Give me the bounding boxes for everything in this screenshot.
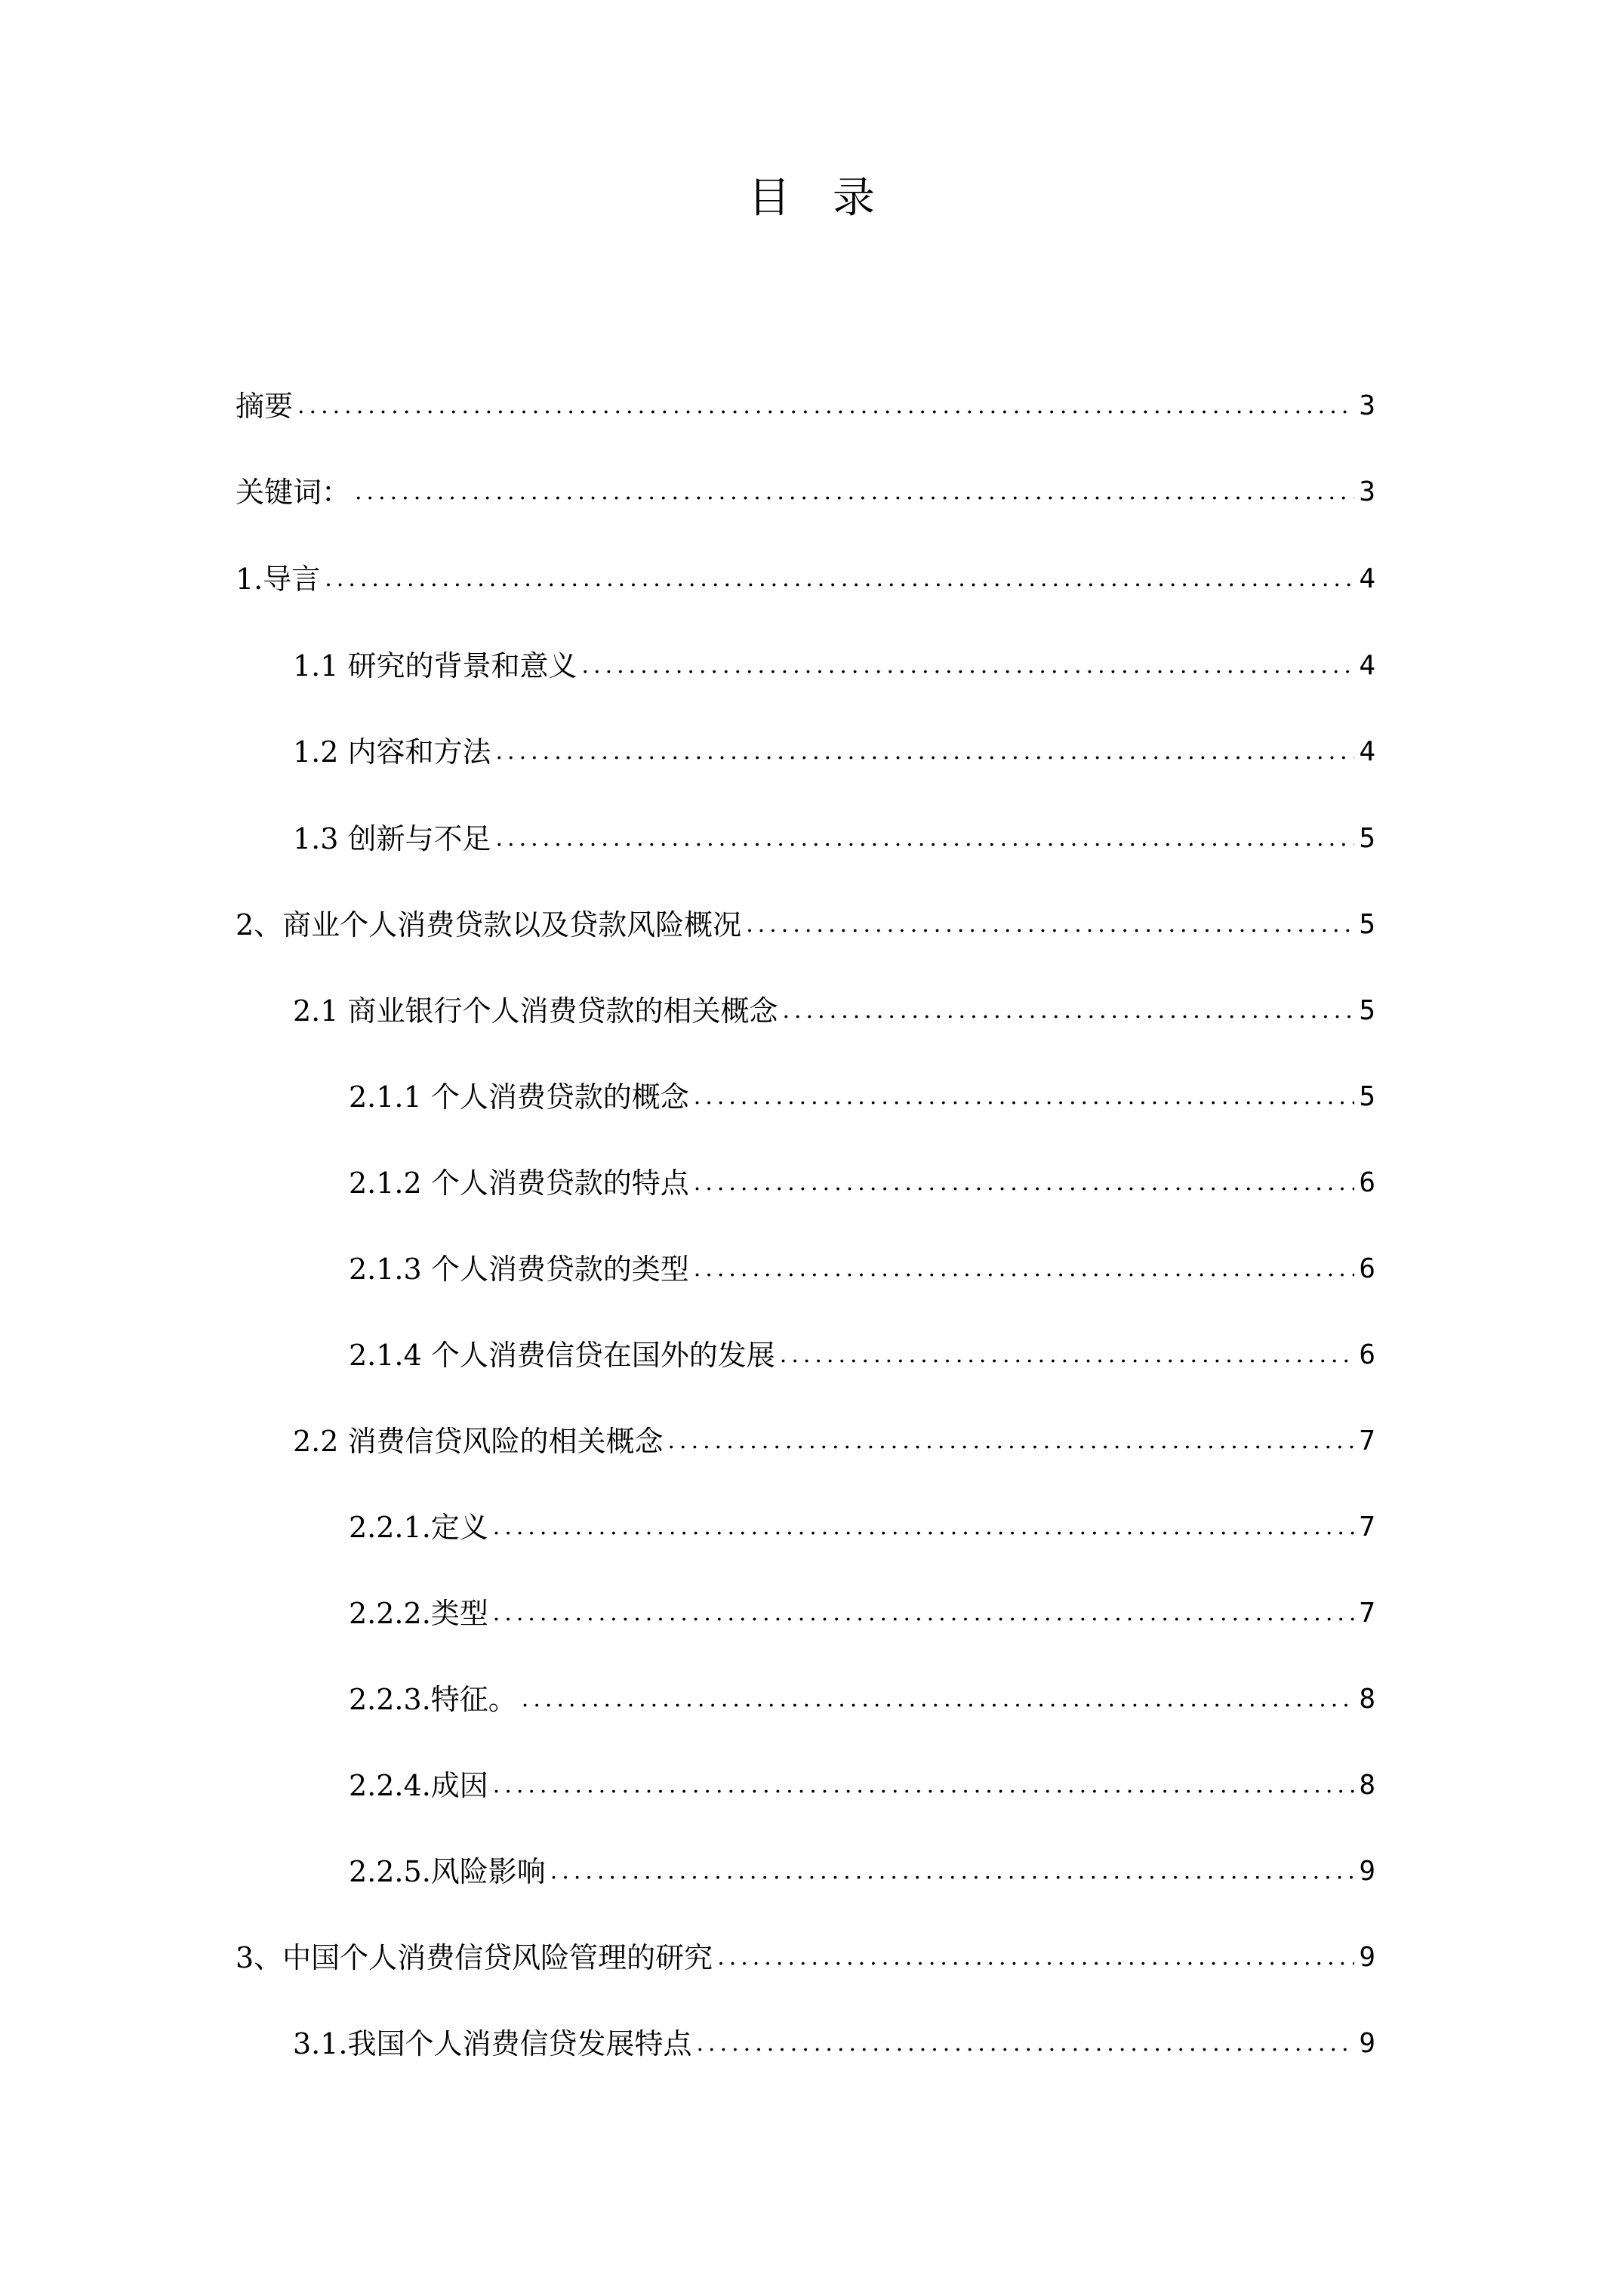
toc-leader-dots	[355, 470, 1354, 515]
toc-entry-label: 关键词：	[236, 476, 351, 509]
toc-entry-page: 8	[1359, 1770, 1375, 1801]
toc-entry[interactable]	[236, 1935, 1375, 1980]
toc-leader-dots	[582, 643, 1355, 689]
toc-leader-dots	[694, 1074, 1355, 1120]
toc-entry[interactable]	[236, 470, 1375, 515]
toc-entry-label: 2.2.3.特征。	[349, 1683, 517, 1716]
toc-title-right: 录	[833, 174, 875, 223]
toc-entry-label: 1.1 研究的背景和意义	[293, 649, 577, 683]
toc-leader-dots	[325, 556, 1354, 602]
toc-entry-label: 2.1.1 个人消费贷款的概念	[349, 1080, 689, 1114]
toc-entry-page: 5	[1359, 909, 1375, 940]
toc-entry[interactable]	[236, 902, 1375, 948]
toc-entry[interactable]	[349, 1505, 1375, 1550]
toc-entry[interactable]	[349, 1333, 1375, 1378]
toc-entry-label: 2、商业个人消费贷款以及贷款风险概况	[236, 908, 742, 942]
toc-leader-dots	[717, 1935, 1354, 1980]
toc-entry-page: 6	[1359, 1253, 1375, 1284]
toc-entry-page: 4	[1359, 736, 1375, 767]
toc-leader-dots	[780, 1333, 1355, 1378]
toc-entry-label: 摘要	[236, 390, 294, 423]
toc-entry-page: 7	[1359, 1425, 1375, 1456]
toc-entry[interactable]	[349, 1160, 1375, 1206]
toc-entry-label: 3.1.我国个人消费信贷发展特点	[293, 2027, 692, 2060]
toc-entry[interactable]	[349, 1849, 1375, 1894]
toc-leader-dots	[694, 1247, 1355, 1292]
toc-leader-dots	[522, 1677, 1355, 1722]
toc-leader-dots	[496, 816, 1355, 861]
toc-entry-label: 2.2.4.成因	[349, 1769, 488, 1802]
toc-entry-page: 5	[1359, 1081, 1375, 1112]
toc-leader-dots	[493, 1505, 1355, 1550]
toc-entry[interactable]	[349, 1591, 1375, 1636]
toc-entry-page: 5	[1359, 995, 1375, 1026]
toc-leader-dots	[783, 988, 1355, 1034]
toc-entry-page: 9	[1359, 1942, 1375, 1973]
toc-entry-label: 2.2 消费信贷风险的相关概念	[293, 1425, 664, 1458]
toc-leader-dots	[550, 1849, 1355, 1894]
toc-entry-page: 6	[1359, 1167, 1375, 1198]
toc-entry-page: 6	[1359, 1339, 1375, 1370]
toc-entry-label: 2.2.5.风险影响	[349, 1855, 546, 1888]
toc-leader-dots	[668, 1419, 1355, 1464]
toc-entry[interactable]	[349, 1677, 1375, 1722]
toc-entry[interactable]	[349, 1247, 1375, 1292]
toc-entry[interactable]	[236, 556, 1375, 602]
toc-entry-label: 2.1.4 个人消费信贷在国外的发展	[349, 1339, 775, 1372]
toc-entry[interactable]	[349, 1763, 1375, 1808]
toc-entry-label: 2.1 商业银行个人消费贷款的相关概念	[293, 994, 778, 1028]
toc-entry-label: 2.1.2 个人消费贷款的特点	[349, 1166, 689, 1200]
toc-entry-label: 1.3 创新与不足	[293, 822, 491, 855]
toc-entry[interactable]	[293, 729, 1375, 775]
toc-entry-label: 2.2.1.定义	[349, 1511, 488, 1544]
toc-entry-label: 1.导言	[236, 562, 321, 596]
toc-entry-page: 4	[1359, 563, 1375, 594]
toc-leader-dots	[493, 1763, 1355, 1808]
toc-entry-label: 3、中国个人消费信贷风险管理的研究	[236, 1941, 713, 1974]
toc-entry[interactable]	[293, 988, 1375, 1034]
toc-entry-page: 5	[1359, 823, 1375, 854]
toc-entry-page: 3	[1359, 390, 1375, 421]
toc-entry-page: 4	[1359, 650, 1375, 681]
toc-entry[interactable]	[293, 643, 1375, 689]
toc-entry[interactable]	[236, 384, 1375, 429]
toc-leader-dots	[297, 384, 1354, 429]
toc-entry-page: 3	[1359, 476, 1375, 507]
toc-leader-dots	[694, 1160, 1355, 1206]
toc-entry-label: 1.2 内容和方法	[293, 735, 491, 769]
toc-entry-page: 9	[1359, 1856, 1375, 1887]
toc-entry-label: 2.1.3 个人消费贷款的类型	[349, 1253, 689, 1286]
toc-entry-label: 2.2.2.类型	[349, 1597, 488, 1630]
toc-entry-page: 7	[1359, 1598, 1375, 1629]
toc-leader-dots	[496, 729, 1355, 775]
toc-leader-dots	[493, 1591, 1355, 1636]
toc-entry[interactable]	[293, 816, 1375, 861]
toc-entry-page: 7	[1359, 1512, 1375, 1542]
toc-leader-dots	[746, 902, 1354, 948]
toc-entry-page: 9	[1359, 2028, 1375, 2059]
toc-entry[interactable]	[293, 1419, 1375, 1464]
toc-entry[interactable]	[349, 1074, 1375, 1120]
toc-entry[interactable]	[293, 2021, 1375, 2066]
toc-title-left: 目	[748, 174, 790, 223]
toc-leader-dots	[697, 2021, 1355, 2066]
toc-entry-page: 8	[1359, 1684, 1375, 1715]
